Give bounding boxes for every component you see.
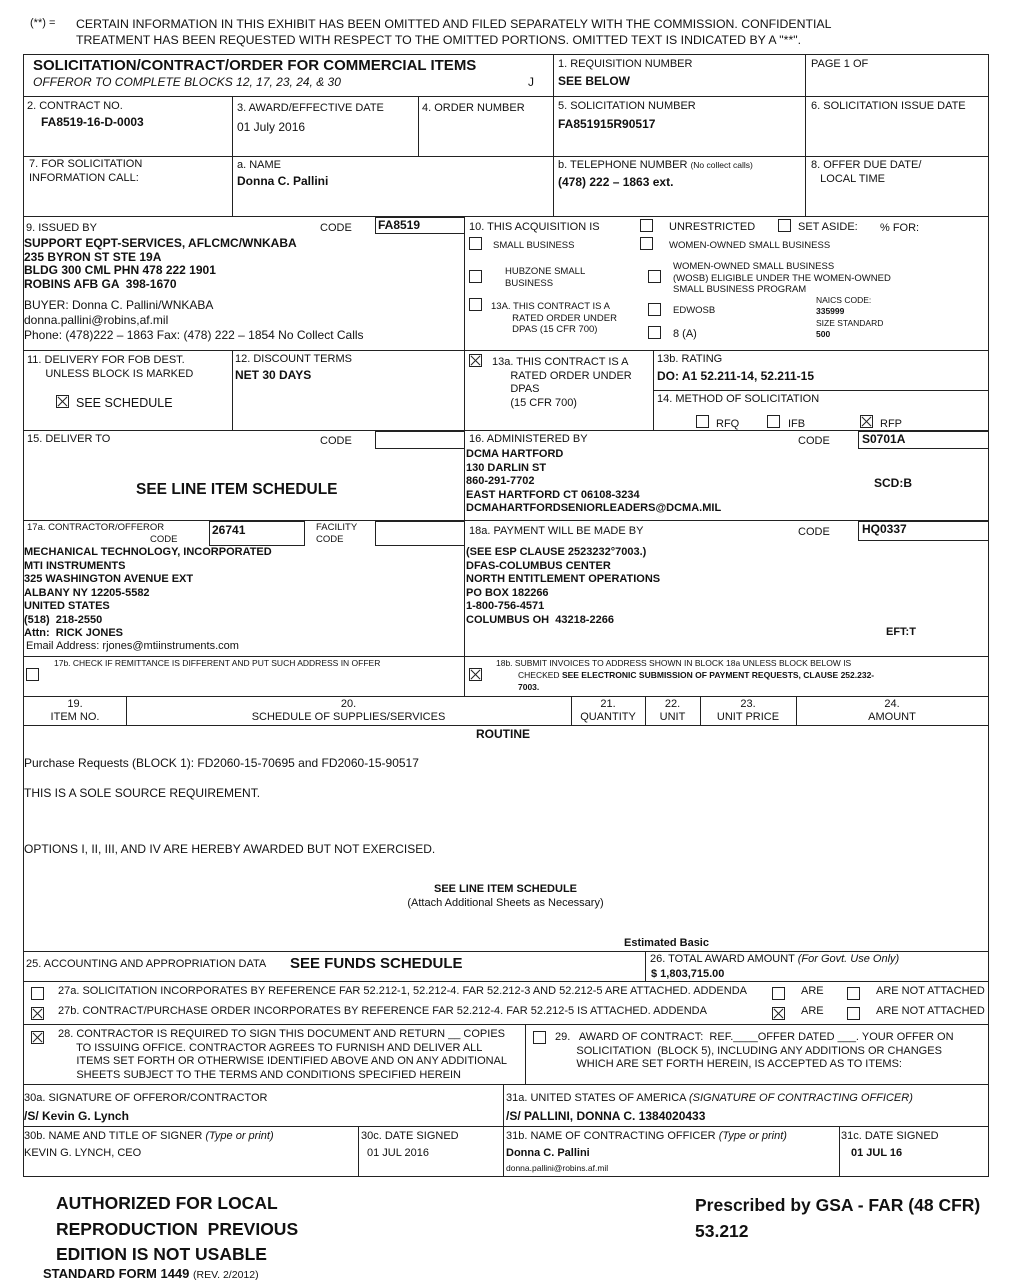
clause-27a-checkbox[interactable] (31, 987, 44, 1000)
rating-value: DO: A1 52.211-14, 52.211-15 (657, 369, 814, 383)
rated-order-checkbox[interactable] (469, 354, 482, 367)
eft-code: EFT:T (886, 626, 916, 638)
rfq-label: RFQ (716, 418, 740, 430)
clause-27a-not-checkbox[interactable] (847, 987, 860, 1000)
date-30c-label: 30c. DATE SIGNED (361, 1130, 459, 1142)
contractor-address: MECHANICAL TECHNOLOGY, INCORPORATED MTI INSTRUMENTS 325 WASHINGTON AVENUE EXT ALBANY NY 12205-5582 UNITED STATES (518) 218-2550 Attn: RICK JONES (24, 546, 272, 639)
invoice-checkbox[interactable] (469, 668, 482, 681)
unrestricted-checkbox[interactable] (640, 219, 653, 232)
total-award-label: 26. TOTAL AWARD AMOUNT (650, 953, 795, 965)
phone-value: (478) 222 – 1863 ext. (558, 175, 674, 189)
standard-form-rev: (REV. 2/2012) (193, 1269, 259, 1281)
buyer-line: BUYER: Donna C. Pallini/WNKABA (24, 298, 214, 312)
award-date-value: 01 July 2016 (237, 120, 306, 134)
local-reproduction-note: AUTHORIZED FOR LOCAL REPRODUCTION PREVIOUS EDITION IS NOT USABLE (56, 1193, 299, 1264)
routine-label: ROUTINE (476, 727, 530, 741)
rated-order-label: 13a. THIS CONTRACT IS A RATED ORDER UNDER DPAS (15 CFR 700) (492, 356, 632, 409)
discount-terms-label: 12. DISCOUNT TERMS (235, 353, 352, 365)
rated-order-label-small: 13A. THIS CONTRACT IS A RATED ORDER UNDER DPAS (15 CFR 700) (491, 301, 617, 335)
signer-name-label: 30b. NAME AND TITLE OF SIGNER (24, 1130, 203, 1142)
remittance-checkbox[interactable] (26, 668, 39, 681)
omission-marker: (**) = (30, 17, 56, 29)
issued-code-box (375, 217, 465, 234)
eight-a-checkbox[interactable] (648, 326, 661, 339)
rating-label: 13b. RATING (657, 353, 723, 365)
phone-note: (No collect calls) (690, 160, 753, 170)
issued-by-label: 9. ISSUED BY (26, 222, 97, 234)
rfp-label: RFP (880, 418, 902, 430)
scd-code: SCD:B (874, 476, 912, 490)
size-standard-label: SIZE STANDARD (816, 318, 884, 328)
see-line-item-schedule: SEE LINE ITEM SCHEDULE (433, 883, 578, 895)
clause-27a-are: ARE (801, 985, 824, 997)
clause-29: 29. AWARD OF CONTRACT: REF.____OFFER DATED ___. YOUR OFFER ON SOLICITATION (BLOCK 5), INCLUDING ANY ADDITIONS OR CHANGES WHICH ARE SET FORTH HEREIN, IS ACCEPTED AS TO ITEMS: (555, 1031, 954, 1070)
buyer-email: donna.pallini@robins,af.mil (24, 313, 169, 327)
contractor-code-value: 26741 (212, 523, 246, 537)
set-aside-checkbox[interactable] (778, 219, 791, 232)
signature-31a-note: (SIGNATURE OF CONTRACTING OFFICER) (688, 1092, 913, 1104)
contractor-label: 17a. CONTRACTOR/OFFEROR (27, 522, 165, 533)
col-quantity: 21. QUANTITY (580, 698, 636, 723)
issued-code-value: FA8519 (378, 218, 421, 232)
signer-name-value: KEVIN G. LYNCH, CEO (24, 1147, 142, 1159)
estimated-basic: Estimated Basic (624, 937, 709, 949)
j-mark: J (528, 75, 534, 89)
contractor-code-box (209, 521, 305, 546)
signature-31a-label: 31a. UNITED STATES OF AMERICA (506, 1092, 686, 1104)
admin-code-value: S0701A (862, 432, 906, 446)
see-schedule-checkbox[interactable] (56, 395, 69, 408)
deliver-to-label: 15. DELIVER TO (27, 433, 111, 445)
requisition-value: SEE BELOW (558, 74, 631, 88)
hubzone-checkbox[interactable] (469, 270, 482, 283)
payment-code-label: CODE (798, 526, 830, 538)
phone-label: b. TELEPHONE NUMBER (558, 159, 688, 171)
payment-code-box (858, 521, 989, 541)
payment-address: (SEE ESP CLAUSE 2523232°7003.) DFAS-COLUMBUS CENTER NORTH ENTITLEMENT OPERATIONS PO BOX 182266 1-800-756-4571 COLUMBUS OH 43218-2266 (466, 546, 661, 626)
invoice-esp-clause-end: 7003. (518, 682, 540, 692)
officer-name-label: 31b. NAME OF CONTRACTING OFFICER (506, 1130, 716, 1142)
issued-by-address: SUPPORT EQPT-SERVICES, AFLCMC/WNKABA 235 BYRON ST STE 19A BLDG 300 CML PHN 478 222 1901 ROBINS AFB GA 398-1670 (24, 236, 297, 291)
col-schedule: 20. SCHEDULE OF SUPPLIES/SERVICES (251, 698, 446, 723)
edwosb-checkbox[interactable] (648, 303, 661, 316)
ifb-label: IFB (788, 418, 806, 430)
name-value: Donna C. Pallini (237, 174, 329, 188)
requisition-label: 1. REQUISITION NUMBER (558, 58, 693, 70)
women-owned-label: WOMEN-OWNED SMALL BUSINESS (669, 240, 831, 251)
signature-30a-value: /S/ Kevin G. Lynch (24, 1109, 129, 1123)
name-label: a. NAME (237, 159, 282, 171)
invoice-label-checked: CHECKED (518, 670, 562, 680)
rfp-checkbox[interactable] (860, 415, 873, 428)
col-unit: 22. UNIT (659, 698, 686, 723)
total-award-note: (For Govt. Use Only) (797, 953, 900, 965)
clause-29-checkbox[interactable] (533, 1031, 546, 1044)
clause-28-checkbox[interactable] (31, 1031, 44, 1044)
eight-a-label: 8 (A) (673, 328, 697, 340)
omission-note-line1: CERTAIN INFORMATION IN THIS EXHIBIT HAS BEEN OMITTED AND FILED SEPARATELY WITH THE COMMISSION. CONFIDENTIAL (76, 17, 832, 31)
date-30c-value: 01 JUL 2016 (367, 1147, 429, 1159)
facility-code-box (375, 521, 465, 546)
signature-30a-label: 30a. SIGNATURE OF OFFEROR/CONTRACTOR (24, 1092, 268, 1104)
prescribed-note: Prescribed by GSA - FAR (48 CFR) 53.212 (695, 1195, 981, 1241)
payment-label: 18a. PAYMENT WILL BE MADE BY (469, 525, 644, 537)
small-business-label: SMALL BUSINESS (493, 240, 575, 251)
purchase-requests: Purchase Requests (BLOCK 1): FD2060-15-70695 and FD2060-15-90517 (24, 756, 419, 770)
col-item-no: 19. ITEM NO. (50, 698, 100, 723)
officer-name-value: Donna C. Pallini (506, 1147, 590, 1159)
invoice-esp-clause: SEE ELECTRONIC SUBMISSION OF PAYMENT REQUESTS, CLAUSE 252.232- (561, 670, 875, 680)
form-title: SOLICITATION/CONTRACT/ORDER FOR COMMERCIAL ITEMS (33, 57, 477, 74)
percent-for-label: % FOR: (880, 222, 920, 234)
contractor-email: Email Address: rjones@mtiinstruments.com (26, 640, 239, 652)
naics-value: 335999 (816, 306, 845, 316)
women-owned-checkbox[interactable] (640, 237, 653, 250)
award-date-label: 3. AWARD/EFFECTIVE DATE (237, 102, 384, 114)
contract-no-value: FA8519-16-D-0003 (41, 115, 144, 129)
small-business-checkbox[interactable] (469, 237, 482, 250)
administered-by-label: 16. ADMINISTERED BY (469, 433, 588, 445)
officer-name-note: (Type or print) (718, 1130, 787, 1142)
date-31c-label: 31c. DATE SIGNED (841, 1130, 939, 1142)
date-31c-value: 01 JUL 16 (851, 1147, 903, 1159)
issue-date-label: 6. SOLICITATION ISSUE DATE (811, 100, 966, 112)
buyer-phone: Phone: (478)222 – 1863 Fax: (478) 222 – 1854 No Collect Calls (24, 328, 364, 342)
rfq-checkbox[interactable] (696, 415, 709, 428)
clause-27b-are-checkbox[interactable] (772, 1007, 785, 1020)
clause-27a-not: ARE NOT ATTACHED (876, 985, 985, 997)
ifb-checkbox[interactable] (767, 415, 780, 428)
admin-code-box (858, 431, 989, 449)
wosb-label: WOMEN-OWNED SMALL BUSINESS (WOSB) ELIGIBLE UNDER THE WOMEN-OWNED SMALL BUSINESS PROGRAM (673, 261, 891, 295)
size-standard-value: 500 (816, 329, 831, 339)
info-call-label: 7. FOR SOLICITATION INFORMATION CALL: (29, 158, 143, 184)
clause-27b-checkbox[interactable] (31, 1007, 44, 1020)
payment-code-value: HQ0337 (862, 522, 907, 536)
contractor-code-label: CODE (150, 534, 178, 545)
set-aside-label: SET ASIDE: (798, 221, 858, 233)
clause-27b-not-checkbox[interactable] (847, 1007, 860, 1020)
clause-27b-not: ARE NOT ATTACHED (876, 1005, 985, 1017)
omission-note-line2: TREATMENT HAS BEEN REQUESTED WITH RESPECT TO THE OMITTED PORTIONS. OMITTED TEXT IS INDICATED BY A "**". (76, 33, 802, 47)
form-subtitle: OFFEROR TO COMPLETE BLOCKS 12, 17, 23, 24, & 30 (33, 75, 341, 89)
options-awarded: OPTIONS I, II, III, AND IV ARE HEREBY AWARDED BUT NOT EXERCISED. (24, 842, 436, 856)
accounting-value: SEE FUNDS SCHEDULE (290, 955, 463, 972)
officer-email: donna.pallini@robins.af.mil (506, 1163, 609, 1173)
facility-code-label: FACILITY CODE (316, 522, 358, 545)
see-schedule-label: SEE SCHEDULE (76, 396, 173, 410)
discount-terms-value: NET 30 DAYS (235, 368, 312, 382)
invoice-label: 18b. SUBMIT INVOICES TO ADDRESS SHOWN IN BLOCK 18a UNLESS BLOCK BELOW IS (496, 658, 852, 668)
signature-31a-value: /S/ PALLINI, DONNA C. 1384020433 (506, 1109, 706, 1123)
unrestricted-label: UNRESTRICTED (669, 221, 756, 233)
attach-sheets-note: (Attach Additional Sheets as Necessary) (407, 897, 604, 909)
admin-code-label: CODE (798, 435, 830, 447)
deliver-to-value: SEE LINE ITEM SCHEDULE (136, 481, 338, 498)
clause-28: 28. CONTRACTOR IS REQUIRED TO SIGN THIS DOCUMENT AND RETURN __ COPIES TO ISSUING OFFICE. CONTRACTOR AGREES TO FURNISH AND DELIVER ALL ITEMS SET FORTH OR OTHERWISE IDENTIFIED ABOVE AND ON ANY ADDITIONAL SHEETS SUBJECT TO THE TERMS AND CONDITIONS SPECIFIED HEREIN (58, 1028, 508, 1081)
acquisition-label: 10. THIS ACQUISITION IS (469, 221, 600, 233)
naics-label: NAICS CODE: (816, 295, 872, 305)
solicitation-number-value: FA851915R90517 (558, 117, 656, 131)
standard-form-name: STANDARD FORM 1449 (43, 1266, 190, 1281)
col-amount: 24. AMOUNT (868, 698, 916, 723)
deliver-code-box (375, 431, 465, 449)
rated-order-checkbox-small[interactable] (469, 298, 482, 311)
hubzone-label: HUBZONE SMALL BUSINESS (505, 266, 586, 289)
col-unit-price: 23. UNIT PRICE (716, 698, 780, 723)
signer-name-note: (Type or print) (205, 1130, 274, 1142)
accounting-label: 25. ACCOUNTING AND APPROPRIATION DATA (26, 958, 267, 970)
page-label: PAGE 1 OF (811, 58, 869, 70)
clause-27b-are: ARE (801, 1005, 824, 1017)
remittance-label: 17b. CHECK IF REMITTANCE IS DIFFERENT AND PUT SUCH ADDRESS IN OFFER (54, 658, 381, 668)
wosb-checkbox[interactable] (648, 270, 661, 283)
delivery-fob-label: 11. DELIVERY FOR FOB DEST. UNLESS BLOCK IS MARKED (27, 354, 194, 380)
edwosb-label: EDWOSB (673, 305, 716, 316)
deliver-code-label: CODE (320, 435, 352, 447)
offer-due-label: 8. OFFER DUE DATE/ LOCAL TIME (811, 159, 922, 185)
clause-27a: 27a. SOLICITATION INCORPORATES BY REFERENCE FAR 52.212-1, 52.212-4. FAR 52.212-3 AND 52.212-5 ARE ATTACHED. ADDENDA (58, 985, 747, 997)
clause-27b: 27b. CONTRACT/PURCHASE ORDER INCORPORATES BY REFERENCE FAR 52.212-4. FAR 52.212-5 IS ATTACHED. ADDENDA (58, 1005, 707, 1017)
total-award-value: $ 1,803,715.00 (651, 968, 725, 980)
order-number-label: 4. ORDER NUMBER (422, 102, 525, 114)
method-label: 14. METHOD OF SOLICITATION (657, 393, 820, 405)
administered-by-address: DCMA HARTFORD 130 DARLIN ST 860-291-7702 EAST HARTFORD CT 06108-3234 DCMAHARTFORDSENIORLEADERS@DCMA.MIL (466, 448, 722, 514)
clause-27a-are-checkbox[interactable] (772, 987, 785, 1000)
sole-source: THIS IS A SOLE SOURCE REQUIREMENT. (24, 786, 261, 800)
contract-no-label: 2. CONTRACT NO. (27, 100, 123, 112)
issued-code-label: CODE (320, 222, 352, 234)
solicitation-number-label: 5. SOLICITATION NUMBER (558, 100, 696, 112)
